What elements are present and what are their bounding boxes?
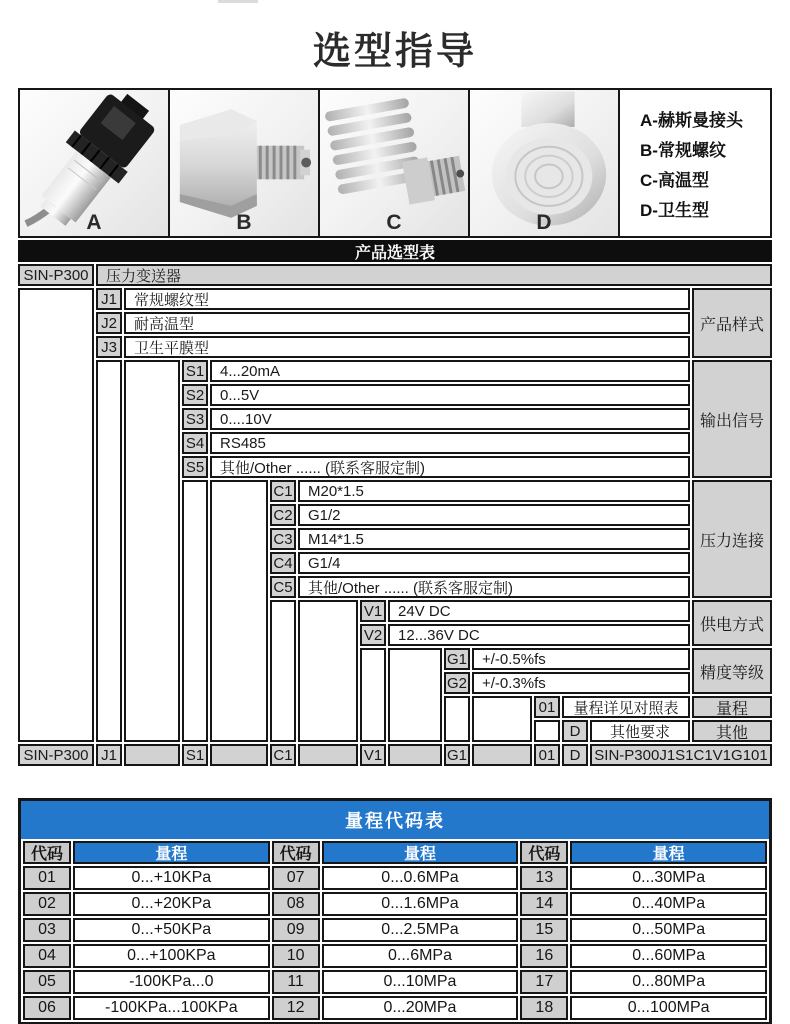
empty-cell [298, 600, 358, 742]
example-g: G1 [444, 744, 470, 766]
col-header-code: 代码 [520, 841, 568, 864]
desc-c4: G1/4 [298, 552, 690, 574]
example-j: J1 [96, 744, 122, 766]
range-value: 0...60MPa [570, 944, 767, 968]
product-legend [620, 90, 770, 236]
example-c: C1 [270, 744, 296, 766]
range-code: 10 [272, 944, 320, 968]
empty-cell [210, 744, 268, 766]
col-header-code: 代码 [23, 841, 71, 864]
range-table-grid [21, 839, 769, 1022]
legend-line-b: B-常规螺纹 [640, 141, 726, 160]
code-j3: J3 [96, 336, 122, 358]
range-code: 11 [272, 970, 320, 994]
code-s1: S1 [182, 360, 208, 382]
model-cell: SIN-P300 [18, 264, 94, 286]
empty-cell [534, 720, 560, 742]
range-value: 0...50MPa [570, 918, 767, 942]
example-v: V1 [360, 744, 386, 766]
range-code: 12 [272, 996, 320, 1020]
top-crop-fragment [218, 0, 258, 3]
code-v1: V1 [360, 600, 386, 622]
range-value: 0...100MPa [570, 996, 767, 1020]
range-value: -100KPa...100KPa [73, 996, 270, 1020]
product-letter-c: C [386, 211, 402, 234]
range-value: 0...+20KPa [73, 892, 270, 916]
example-s: S1 [182, 744, 208, 766]
range-value: 0...+100KPa [73, 944, 270, 968]
desc-c1: M20*1.5 [298, 480, 690, 502]
desc-s1: 4...20mA [210, 360, 690, 382]
range-value: 0...40MPa [570, 892, 767, 916]
range-code: 08 [272, 892, 320, 916]
example-result: SIN-P300J1S1C1V1G101 [590, 744, 772, 766]
desc-v1: 24V DC [388, 600, 690, 622]
range-value: 0...80MPa [570, 970, 767, 994]
group-label-output: 输出信号 [692, 360, 772, 478]
code-range-01: 01 [534, 696, 560, 718]
code-j1: J1 [96, 288, 122, 310]
model-desc-cell: 压力变送器 [96, 264, 772, 286]
legend-line-d: D-卫生型 [640, 201, 709, 220]
range-code: 06 [23, 996, 71, 1020]
desc-v2: 12...36V DC [388, 624, 690, 646]
selection-table-title: 产品选型表 [18, 240, 772, 262]
code-g2: G2 [444, 672, 470, 694]
product-letter-a: A [86, 211, 102, 234]
range-code: 05 [23, 970, 71, 994]
range-value: 0...30MPa [570, 866, 767, 890]
range-value: -100KPa...0 [73, 970, 270, 994]
range-code: 14 [520, 892, 568, 916]
range-value: 0...10MPa [322, 970, 519, 994]
group-label-accuracy: 精度等级 [692, 648, 772, 694]
group-label-power: 供电方式 [692, 600, 772, 646]
range-code: 09 [272, 918, 320, 942]
empty-cell [444, 696, 470, 742]
empty-cell [96, 360, 122, 742]
range-value: 0...+10KPa [73, 866, 270, 890]
code-c1: C1 [270, 480, 296, 502]
product-letter-b: B [236, 211, 252, 234]
desc-other-d: 其他要求 [590, 720, 690, 742]
product-photo-b [170, 90, 320, 236]
desc-j1: 常规螺纹型 [124, 288, 690, 310]
desc-s3: 0....10V [210, 408, 690, 430]
legend-line-a: A-赫斯曼接头 [640, 111, 743, 130]
desc-range-01: 量程详见对照表 [562, 696, 690, 718]
code-c3: C3 [270, 528, 296, 550]
product-photo-d [470, 90, 620, 236]
empty-cell [124, 360, 180, 742]
desc-j2: 耐高温型 [124, 312, 690, 334]
product-letter-d: D [536, 211, 552, 234]
empty-cell [18, 288, 94, 742]
code-c5: C5 [270, 576, 296, 598]
range-value: 0...6MPa [322, 944, 519, 968]
code-s4: S4 [182, 432, 208, 454]
empty-cell [388, 744, 442, 766]
range-code: 17 [520, 970, 568, 994]
empty-cell [210, 480, 268, 742]
desc-c2: G1/2 [298, 504, 690, 526]
desc-c3: M14*1.5 [298, 528, 690, 550]
range-code: 15 [520, 918, 568, 942]
col-header-range: 量程 [322, 841, 519, 864]
empty-cell [472, 744, 532, 766]
empty-cell [472, 696, 532, 742]
code-s3: S3 [182, 408, 208, 430]
range-code: 13 [520, 866, 568, 890]
range-code: 16 [520, 944, 568, 968]
range-code-table [18, 798, 772, 1024]
product-photo-panel [18, 88, 772, 238]
range-table-title: 量程代码表 [21, 801, 769, 839]
desc-g1: +/-0.5%fs [472, 648, 690, 670]
selection-table [18, 240, 772, 766]
col-header-range: 量程 [73, 841, 270, 864]
range-code: 02 [23, 892, 71, 916]
group-label-other: 其他 [692, 720, 772, 742]
code-j2: J2 [96, 312, 122, 334]
empty-cell [298, 744, 358, 766]
code-g1: G1 [444, 648, 470, 670]
example-range: 01 [534, 744, 560, 766]
empty-cell [270, 600, 296, 742]
product-photo-c [320, 90, 470, 236]
product-photo-a [20, 90, 170, 236]
range-value: 0...2.5MPa [322, 918, 519, 942]
code-v2: V2 [360, 624, 386, 646]
range-value: 0...+50KPa [73, 918, 270, 942]
page-title: 选型指导 [312, 31, 477, 73]
range-code: 07 [272, 866, 320, 890]
range-code: 04 [23, 944, 71, 968]
group-label-connection: 压力连接 [692, 480, 772, 598]
code-s5: S5 [182, 456, 208, 478]
legend-line-c: C-高温型 [640, 171, 709, 190]
desc-j3: 卫生平膜型 [124, 336, 690, 358]
range-code: 18 [520, 996, 568, 1020]
code-s2: S2 [182, 384, 208, 406]
group-label-style: 产品样式 [692, 288, 772, 358]
code-other-d: D [562, 720, 588, 742]
range-code: 01 [23, 866, 71, 890]
col-header-range: 量程 [570, 841, 767, 864]
empty-cell [124, 744, 180, 766]
code-c4: C4 [270, 552, 296, 574]
range-value: 0...1.6MPa [322, 892, 519, 916]
desc-s5: 其他/Other ...... (联系客服定制) [210, 456, 690, 478]
example-other: D [562, 744, 588, 766]
range-value: 0...20MPa [322, 996, 519, 1020]
empty-cell [182, 480, 208, 742]
desc-s2: 0...5V [210, 384, 690, 406]
range-code: 03 [23, 918, 71, 942]
desc-g2: +/-0.3%fs [472, 672, 690, 694]
empty-cell [388, 648, 442, 742]
desc-c5: 其他/Other ...... (联系客服定制) [298, 576, 690, 598]
example-model: SIN-P300 [18, 744, 94, 766]
empty-cell [360, 648, 386, 742]
range-value: 0...0.6MPa [322, 866, 519, 890]
code-c2: C2 [270, 504, 296, 526]
desc-s4: RS485 [210, 432, 690, 454]
col-header-code: 代码 [272, 841, 320, 864]
group-label-range: 量程 [692, 696, 772, 718]
